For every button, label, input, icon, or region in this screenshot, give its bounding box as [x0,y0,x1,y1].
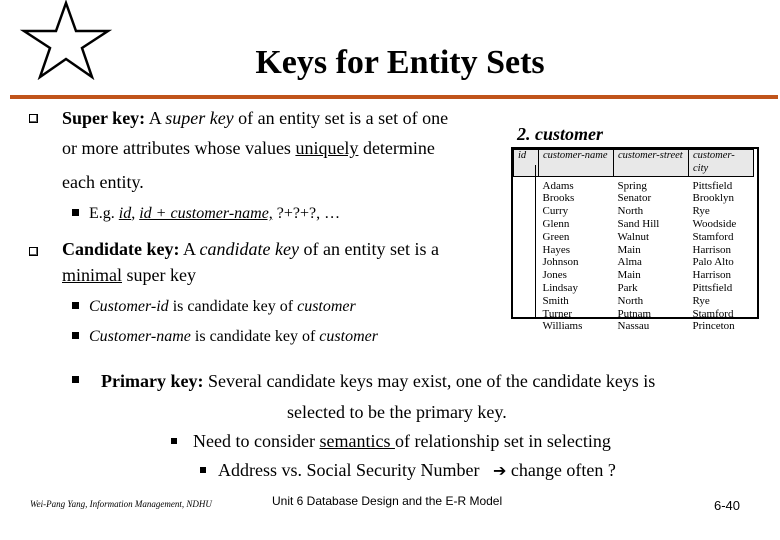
square-bullet-icon [200,467,206,473]
hollow-square-bullet-icon [29,247,38,256]
cell-city: Stamford [692,307,734,320]
candidate-line1: Candidate key: A candidate key of an entity set is a [62,239,439,259]
title-rule [10,95,778,99]
cell-name: Hayes [542,243,570,256]
cell-name: Green [542,230,570,243]
footer-page-number: 6-40 [714,498,741,513]
table-row [514,295,754,308]
cell-city: Pittsfield [692,179,733,192]
primary-line2: selected to be the primary key. [287,402,507,422]
primary-address: Address vs. Social Security Number ➔ change often ? [218,460,616,480]
cell-city: Pittsfield [692,281,733,294]
table-row [514,308,754,321]
superkey-line3: each entity. [62,172,144,192]
footer-author: Wei-Pang Yang, Information Management, NDHU [30,499,212,509]
cell-street: Main [617,269,641,282]
cell-street: Spring [617,179,647,192]
table-row [514,231,754,244]
table-caption: 2. customer [517,124,604,144]
footer-unit: Unit 6 Database Design and the E-R Model [272,494,503,508]
cell-street: Alma [617,256,642,269]
cell-city: Stamford [692,230,734,243]
table-row [514,244,754,257]
table-header-row [514,150,754,177]
hollow-square-bullet-icon [29,114,38,123]
table-row [514,218,754,231]
table-row [514,320,754,333]
candidate-sub2: Customer-name is candidate key of customer [72,328,378,346]
cell-street: Main [617,243,641,256]
primary-line1: Primary key: Several candidate keys may exist, one of the candidate keys is [101,371,656,391]
cell-street: Park [617,281,638,294]
header-customer-city: customer-city [689,150,754,177]
cell-city: Rye [692,205,710,218]
cell-city: Harrison [692,269,731,282]
cell-street: Putnam [617,307,652,320]
slide-title: Keys for Entity Sets [255,44,545,81]
square-bullet-icon [72,302,79,309]
cell-city: Princeton [692,320,735,333]
header-customer-street: customer-street [614,150,689,177]
customer-table [511,147,759,333]
square-bullet-icon [72,332,79,339]
cell-city: Woodside [692,217,737,230]
id-column-divider [535,165,536,317]
table-row [514,205,754,218]
cell-street: Walnut [617,230,649,243]
table-row [514,256,754,269]
cell-street: Nassau [617,320,650,333]
cell-city: Palo Alto [692,256,734,269]
cell-name: Smith [542,294,569,307]
table-row [514,269,754,282]
square-bullet-icon [72,209,79,216]
cell-city: Rye [692,294,710,307]
table-row [514,192,754,205]
cell-name: Turner [542,307,573,320]
superkey-example: E.g. id, id + customer-name, ?+?+?, … [72,205,340,223]
primary-need: Need to consider semantics of relationship set in selecting [193,431,611,451]
cell-name: Williams [542,320,583,333]
square-bullet-icon [72,376,79,383]
cell-street: Sand Hill [617,217,660,230]
table-row [514,180,754,193]
square-bullet-icon [171,438,177,444]
header-customer-name: customer-name [539,150,614,177]
superkey-line2: or more attributes whose values uniquely determine [62,138,435,158]
cell-street: Senator [617,192,652,205]
cell-name: Johnson [542,256,579,269]
candidate-line2: minimal super key [62,265,196,285]
candidate-sub1: Customer-id is candidate key of customer [72,298,356,316]
cell-street: North [617,205,644,218]
header-id: id [514,150,539,177]
cell-city: Brooklyn [692,192,735,205]
cell-street: North [617,294,644,307]
cell-name: Lindsay [542,281,578,294]
cell-name: Glenn [542,217,570,230]
cell-name: Curry [542,205,569,218]
cell-name: Adams [542,179,574,192]
table-row [514,282,754,295]
superkey-line1: Super key: A super key of an entity set is a set of one [62,108,449,128]
right-arrow-icon: ➔ [492,461,507,480]
cell-name: Jones [542,269,567,282]
cell-city: Harrison [692,243,731,256]
cell-name: Brooks [542,192,575,205]
